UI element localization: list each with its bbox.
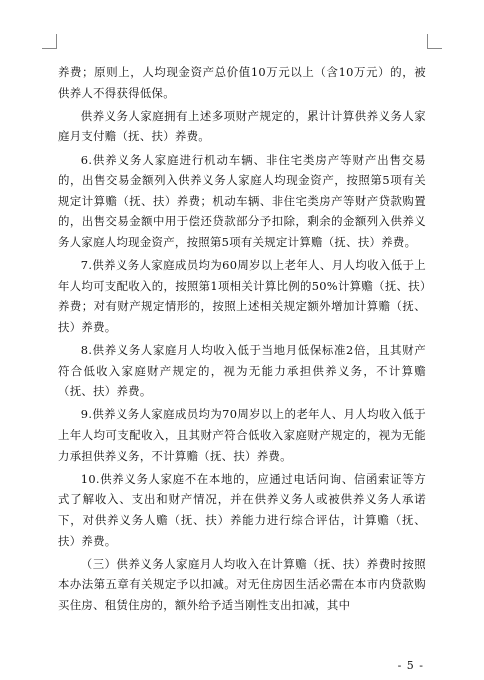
- page-number: - 5 -: [397, 659, 424, 672]
- paragraph-section-3: （三）供养义务人家庭月人均收入在计算赡（抚、扶）养费时按照本办法第五章有关规定予以扣减。对无住房因生活必需在本市内贷款购买住房、租赁住房的，额外给予适当刚性支出扣减，其中: [58, 556, 426, 612]
- paragraph-item-7: 7.供养义务人家庭成员均为60周岁以上老年人、月人均收入低于上年人均可支配收入的，按照第1项相关计算比例的50%计算赡（抚、扶）养费；对有财产规定情形的，按照上述相关规定额外增加计算赡（抚、扶）养费。: [58, 258, 426, 334]
- crop-mark-top-left: [42, 34, 57, 49]
- paragraph-item-8: 8.供养义务人家庭月人均收入低于当地月低保标准2倍，且其财产符合低收入家庭财产规定的，视为无能力承担供养义务，不计算赡（抚、扶）养费。: [58, 343, 426, 399]
- paragraph-continuation: 养费；原则上，人均现金资产总价值10万元以上（含10万元）的，被供养人不得获得低保。: [58, 65, 426, 100]
- paragraph-item-6: 6.供养义务人家庭进行机动车辆、非住宅类房产等财产出售交易的，出售交易金额列入供养义务人家庭人均现金资产，按照第5项有关规定计算赡（抚、扶）养费；机动车辆、非住宅类房产等财产贷款购置的，出售交易金额中用于偿还贷款部分予扣除，剩余的金额列入供养义务人家庭人均现金资产，按照第5项有关规定计算赡（抚、扶）养费。: [58, 152, 426, 249]
- crop-mark-top-right: [427, 34, 442, 49]
- paragraph-item-10: 10.供养义务人家庭不在本地的，应通过电话问询、信函索证等方式了解收入、支出和财产情况，并在供养义务人或被供养义务人承诺下，对供养义务人赡（抚、扶）养能力进行综合评估，计算赡（抚、扶）养费。: [58, 471, 426, 548]
- paragraph: 供养义务人家庭拥有上述多项财产规定的，累计计算供养义务人家庭月支付赡（抚、扶）养费。: [58, 108, 426, 144]
- paragraph-item-9: 9.供养义务人家庭成员均为70周岁以上的老年人、月人均收入低于上年人均可支配收入，且其财产符合低收入家庭财产规定的，视为无能力承担供养义务，不计算赡（抚、扶）养费。: [58, 407, 426, 463]
- body-text: [58, 62, 426, 618]
